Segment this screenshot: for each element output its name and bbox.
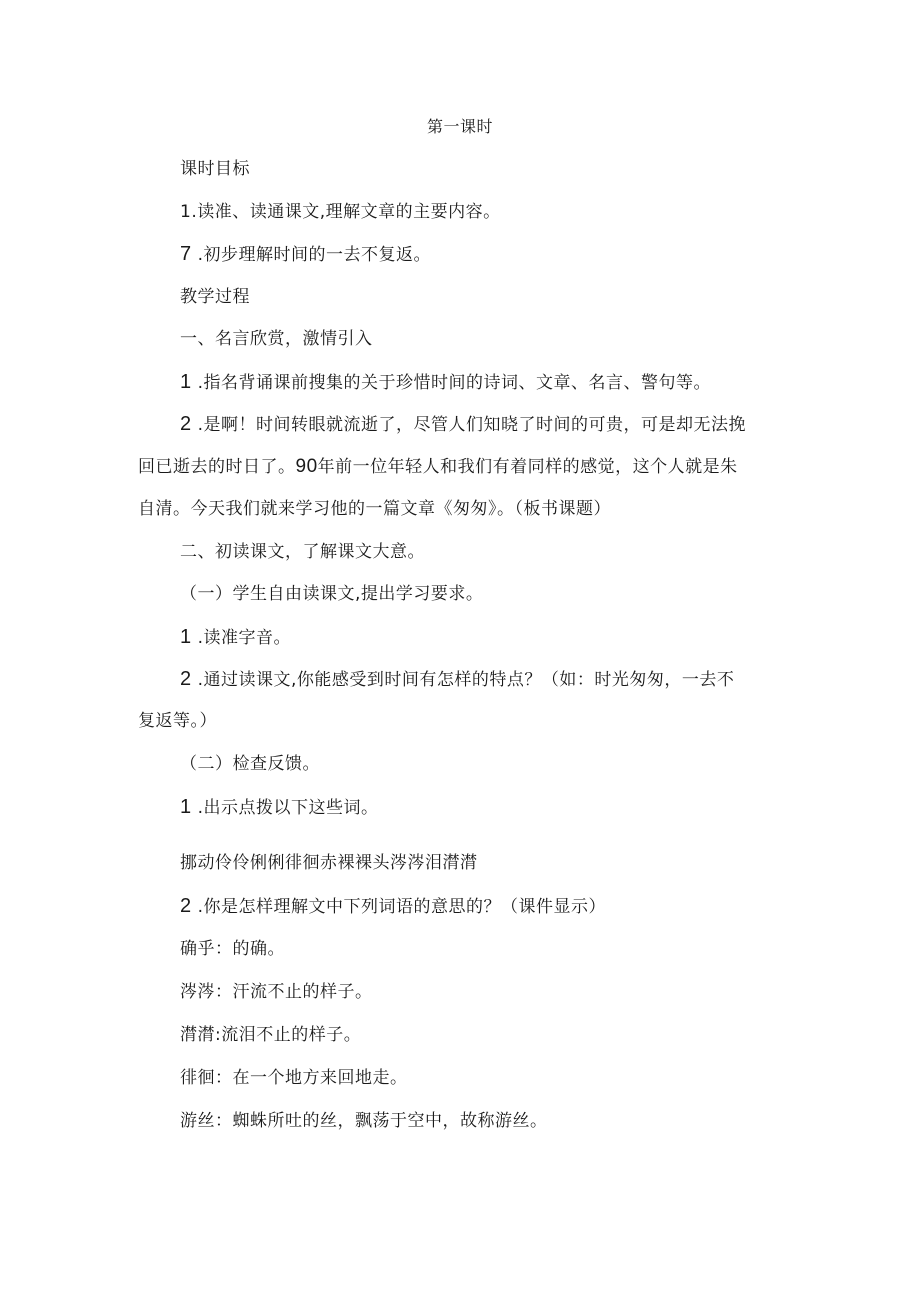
subsection-1-item-2-line-1 bbox=[180, 668, 734, 691]
s1-item-2-number: 2 bbox=[180, 413, 192, 435]
sub2-item-2-number: 2 bbox=[180, 895, 192, 917]
subsection-1-item-1 bbox=[180, 626, 291, 649]
subsection-2-item-1 bbox=[180, 796, 379, 819]
sub1-item-2-number: 2 bbox=[180, 668, 192, 690]
s1-item-2-line-2-a: 回已逝去的时日了。 bbox=[138, 457, 296, 477]
section-1-item-2-line-2 bbox=[138, 456, 738, 478]
subsection-1-item-2-line-2: 复返等。） bbox=[138, 711, 217, 731]
subsection-1-heading: （一）学生自由读课文,提出学习要求。 bbox=[180, 584, 484, 604]
section-2-heading: 二、初读课文，了解课文大意。 bbox=[180, 542, 425, 562]
goal-1: 1.读准、读通课文,理解文章的主要内容。 bbox=[180, 202, 501, 222]
definition-4: 徘徊：在一个地方来回地走。 bbox=[180, 1068, 408, 1088]
sub1-item-2-text: .通过读课文,你能感受到时间有怎样的特点？（如：时光匆匆，一去不 bbox=[197, 670, 735, 690]
section-1-heading: 一、名言欣赏，激情引入 bbox=[180, 329, 373, 349]
definition-2: 涔涔：汗流不止的样子。 bbox=[180, 982, 373, 1002]
vocabulary-words: 挪动伶伶俐俐徘徊赤裸裸头涔涔泪潸潸 bbox=[180, 853, 478, 873]
s1-item-2-year: 90 bbox=[295, 456, 318, 477]
sub2-item-1-text: .出示点拨以下这些词。 bbox=[197, 798, 379, 818]
section-1-item-2-line-1 bbox=[180, 413, 746, 436]
sub2-item-1-number: 1 bbox=[180, 796, 192, 818]
s1-item-2-line-2-b: 年前一位年轻人和我们有着同样的感觉，这个人就是朱 bbox=[317, 457, 738, 477]
definition-5: 游丝：蜘蛛所吐的丝，飘荡于空中，故称游丝。 bbox=[180, 1111, 548, 1131]
goals-heading: 课时目标 bbox=[180, 159, 250, 179]
page-title: 第一课时 bbox=[426, 117, 493, 136]
sub1-item-1-text: .读准字音。 bbox=[197, 628, 292, 648]
section-1-item-1 bbox=[180, 371, 711, 394]
section-1-item-2-line-3: 自清。今天我们就来学习他的一篇文章《匆匆》。（板书课题） bbox=[138, 499, 611, 519]
sub2-item-2-text: .你是怎样理解文中下列词语的意思的？（课件显示） bbox=[197, 897, 607, 917]
subsection-2-item-2 bbox=[180, 895, 606, 918]
definition-1: 确乎：的确。 bbox=[180, 939, 285, 959]
subsection-2-heading: （二）检查反馈。 bbox=[180, 754, 320, 774]
definition-3: 潸潸:流泪不止的样子。 bbox=[180, 1025, 362, 1045]
s1-item-1-text: .指名背诵课前搜集的关于珍惜时间的诗词、文章、名言、警句等。 bbox=[197, 373, 712, 393]
sub1-item-1-number: 1 bbox=[180, 626, 192, 648]
s1-item-1-number: 1 bbox=[180, 371, 192, 393]
s1-item-2-text: .是啊！时间转眼就流逝了，尽管人们知晓了时间的可贵，可是却无法挽 bbox=[197, 415, 747, 435]
goal-2 bbox=[180, 243, 431, 266]
goal-2-number: 7 bbox=[180, 243, 192, 265]
goal-2-text: .初步理解时间的一去不复返。 bbox=[197, 245, 432, 265]
process-heading: 教学过程 bbox=[180, 287, 250, 307]
